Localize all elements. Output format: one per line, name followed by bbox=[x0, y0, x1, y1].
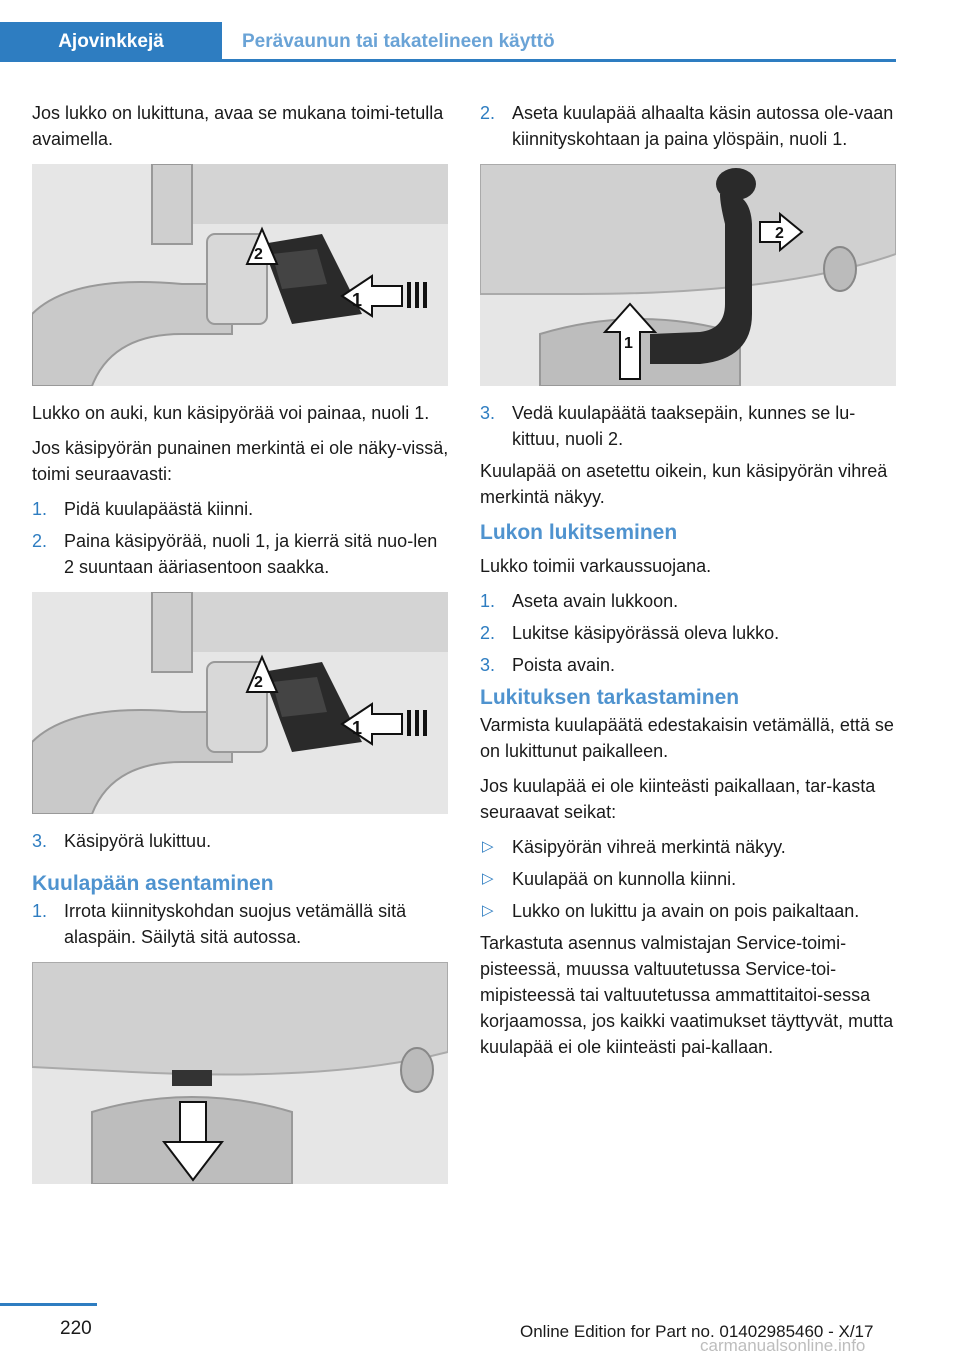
list-item: ▷ Kuulapää on kunnolla kiinni. bbox=[480, 866, 898, 892]
list-item: 2. Paina käsipyörää, nuoli 1, ja kierrä sitä nuo-len 2 suuntaan ääriasentoon saakka. bbox=[32, 531, 438, 577]
watermark: carmanualsonline.info bbox=[700, 1336, 866, 1355]
triangle-bullet-icon: ▷ bbox=[482, 870, 494, 887]
arrow-label-2: 2 bbox=[254, 246, 263, 263]
paragraph-unlock-key: Jos lukko on lukittuna, avaa se mukana toimi-tetulla avaimella. bbox=[32, 103, 444, 149]
ball-head-insert-illustration bbox=[480, 164, 896, 386]
arrow-label-1: 1 bbox=[624, 335, 633, 352]
section-tab[interactable] bbox=[222, 22, 896, 62]
figure-remove-cover bbox=[32, 962, 448, 1184]
arrow-label-1: 1 bbox=[352, 718, 363, 738]
paragraph-red-mark: Jos käsipyörän punainen merkintä ei ole näky-vissä, toimi seuraavasti: bbox=[32, 438, 449, 484]
heading-lock: Lukon lukitseminen bbox=[480, 521, 678, 544]
check-bullets bbox=[480, 834, 898, 924]
right-column bbox=[480, 100, 898, 1069]
handwheel-illustration-1 bbox=[32, 164, 448, 386]
figure-insert-ball-head bbox=[480, 164, 896, 386]
list-item: 1. Irrota kiinnityskohdan suojus vetämällä sitä alaspäin. Säilytä sitä autossa. bbox=[32, 901, 407, 947]
page-header bbox=[0, 0, 896, 62]
list-item: 3. Käsipyörä lukittuu. bbox=[32, 831, 212, 851]
heading-mount-ball-head: Kuulapään asentaminen bbox=[32, 872, 274, 895]
chapter-tab[interactable] bbox=[0, 22, 222, 62]
cover-removal-illustration bbox=[32, 962, 448, 1184]
heading-check-lock: Lukituksen tarkastaminen bbox=[480, 686, 740, 709]
steps-list-f bbox=[480, 588, 898, 678]
edition-note: Online Edition for Part no. 01402985460 - X/17 bbox=[520, 1322, 874, 1341]
figure-handwheel-turn bbox=[32, 592, 448, 814]
triangle-bullet-icon: ▷ bbox=[482, 838, 494, 855]
steps-list-c bbox=[32, 898, 450, 950]
steps-list-e bbox=[480, 400, 898, 452]
paragraph-unlocked-info: Lukko on auki, kun käsipyörää voi painaa, nuoli 1. bbox=[32, 403, 430, 423]
chapter-tab-label: Ajovinkkejä bbox=[58, 31, 164, 52]
paragraph-anti-theft: Lukko toimii varkaussuojana. bbox=[480, 556, 712, 576]
list-item: ▷ Käsipyörän vihreä merkintä näkyy. bbox=[480, 834, 898, 860]
triangle-bullet-icon: ▷ bbox=[482, 902, 494, 919]
arrow-label-1: 1 bbox=[352, 290, 363, 310]
list-item: ▷ Lukko on lukittu ja avain on pois paikaltaan. bbox=[480, 898, 898, 924]
paragraph-green-mark: Kuulapää on asetettu oikein, kun käsipyörän vihreä merkintä näkyy. bbox=[480, 461, 888, 507]
arrow-label-2: 2 bbox=[775, 225, 784, 242]
left-column bbox=[32, 100, 450, 1198]
list-item: 1. Pidä kuulapäästä kiinni. bbox=[32, 499, 254, 519]
steps-list-a bbox=[32, 496, 450, 580]
list-item: 2. Aseta kuulapää alhaalta käsin autossa ole-vaan kiinnityskohtaan ja paina ylöspäin, nuoli 1. bbox=[480, 103, 894, 149]
list-item: 1. Aseta avain lukkoon. bbox=[480, 591, 679, 611]
section-tab-label: Perävaunun tai takatelineen käyttö bbox=[242, 31, 555, 52]
paragraph-service-advice: Tarkastuta asennus valmistajan Service-toimi-pisteessä, muussa valtuutetussa Service-toi-mipisteessä tai valtuutetussa ammattitaitoi-sessa korjaamossa, jos kaikki vaatimukset täyttyvät, mutta kuulapää ei ole kiinteästi pai-kallaan. bbox=[480, 933, 894, 1057]
footer-rule bbox=[0, 1303, 97, 1306]
arrow-label-2: 2 bbox=[254, 674, 263, 691]
header-rule bbox=[222, 59, 896, 62]
figure-handwheel-press bbox=[32, 164, 448, 386]
list-item: 2. Lukitse käsipyörässä oleva lukko. bbox=[480, 623, 780, 643]
list-item: 3. Poista avain. bbox=[480, 655, 616, 675]
paragraph-check-pull: Varmista kuulapäätä edestakaisin vetämällä, että se on lukittunut paikalleen. bbox=[480, 715, 894, 761]
paragraph-check-items: Jos kuulapää ei ole kiinteästi paikallaan, tar-kasta seuraavat seikat: bbox=[480, 776, 876, 822]
handwheel-illustration-2 bbox=[32, 592, 448, 814]
steps-list-d bbox=[480, 100, 898, 152]
steps-list-b bbox=[32, 828, 450, 854]
list-item: 3. Vedä kuulapäätä taaksepäin, kunnes se lu-kittuu, nuoli 2. bbox=[480, 403, 856, 449]
page-number: 220 bbox=[60, 1318, 92, 1339]
